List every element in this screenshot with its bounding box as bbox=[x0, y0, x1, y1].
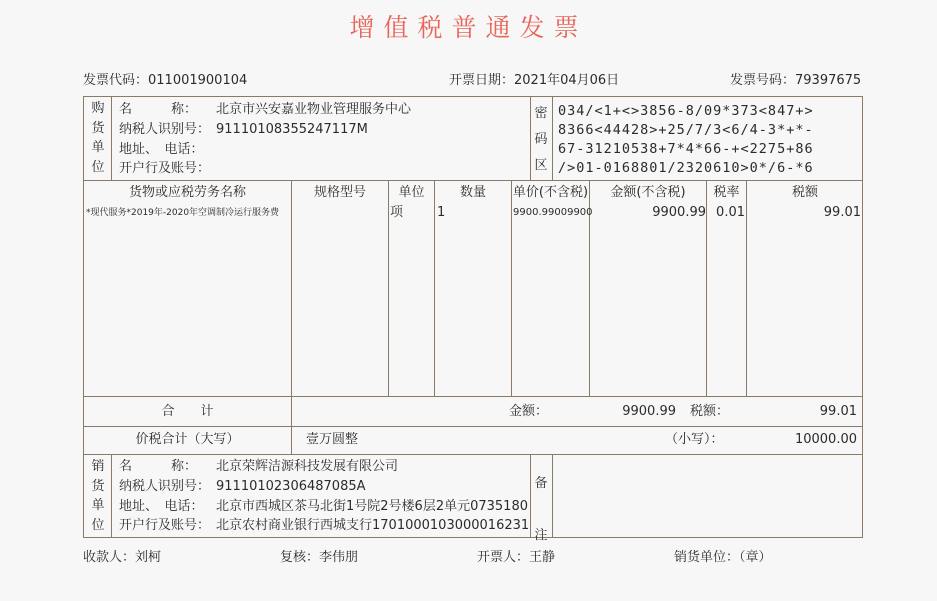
item-unit: 项 bbox=[390, 205, 404, 220]
grand-total-words: 壹万圆整 bbox=[306, 432, 359, 447]
seller-addr-label: 地址、 电话： bbox=[119, 499, 204, 514]
footer-reviewer-value: 李伟朋 bbox=[319, 550, 359, 565]
seller-name: 北京荣辉洁源科技发展有限公司 bbox=[216, 459, 399, 474]
footer-drawer-value: 王静 bbox=[529, 550, 556, 565]
seller-addr: 北京市西城区茶马北街1号院2号楼6层2单元0735180 bbox=[216, 499, 528, 514]
col-header-unit: 单位 bbox=[398, 185, 425, 200]
buyer-side-char: 位 bbox=[91, 159, 105, 175]
seller-side-char: 单 bbox=[91, 498, 105, 513]
col-header-tax: 税额 bbox=[791, 185, 818, 200]
cipher-side-char: 码 bbox=[534, 132, 548, 147]
invoice-title: 增值税普通发票 bbox=[349, 13, 588, 42]
remarks-side-char: 注 bbox=[534, 528, 548, 543]
seller-side-char: 货 bbox=[91, 478, 105, 494]
item-tax: 99.01 bbox=[823, 205, 861, 220]
cipher-side-char: 密 bbox=[534, 106, 548, 121]
buyer-name-label: 名 称： bbox=[119, 102, 198, 117]
buyer-name: 北京市兴安嘉业物业管理服务中心 bbox=[216, 102, 412, 117]
footer-payee bbox=[83, 548, 161, 567]
seller-bank: 北京农村商业银行西城支行1701000103000016231 bbox=[216, 518, 530, 533]
buyer-side-char: 货 bbox=[91, 120, 105, 136]
totals-amount: 9900.99 bbox=[622, 404, 676, 419]
divider bbox=[511, 180, 512, 396]
item-rate: 0.01 bbox=[716, 205, 745, 220]
buyer-addr-label: 地址、 电话： bbox=[119, 142, 204, 157]
buyer-side-char: 单 bbox=[91, 140, 105, 155]
grand-total-small: 10000.00 bbox=[794, 432, 857, 447]
col-header-price: 单价(不含税) bbox=[512, 185, 589, 200]
seller-name-label: 名 称： bbox=[119, 459, 198, 474]
buyer-side-char: 购 bbox=[91, 101, 105, 116]
seller-tax-id: 91110102306487085A bbox=[216, 479, 366, 494]
footer-payee-label: 收款人： bbox=[83, 550, 136, 565]
totals-amount-label: 金额： bbox=[509, 404, 549, 419]
invoice-number-label: 发票号码： bbox=[730, 73, 796, 88]
divider bbox=[111, 96, 112, 180]
buyer-side-label bbox=[88, 99, 108, 177]
col-header-amount: 金额(不含税) bbox=[610, 185, 686, 200]
seller-side-label bbox=[88, 457, 108, 535]
remarks-area bbox=[553, 455, 862, 537]
divider bbox=[434, 180, 435, 396]
invoice-code-label: 发票代码： bbox=[83, 73, 149, 88]
buyer-tax-label: 纳税人识别号： bbox=[119, 122, 211, 137]
remarks-side-label bbox=[531, 458, 551, 562]
footer-payee-value: 刘柯 bbox=[135, 550, 162, 565]
col-header-name: 货物或应税劳务名称 bbox=[128, 185, 246, 200]
remarks-side-char: 备 bbox=[534, 476, 548, 491]
invoice-date-label: 开票日期： bbox=[449, 73, 515, 88]
cipher-line: 8366<44428>+25/7/3<6/4-3*+*- bbox=[558, 122, 814, 138]
footer-drawer bbox=[477, 548, 555, 567]
cipher-side-char: 区 bbox=[534, 158, 548, 173]
seller-bank-label: 开户行及账号： bbox=[119, 518, 211, 533]
invoice-date bbox=[449, 69, 619, 88]
footer-reviewer bbox=[280, 548, 358, 567]
invoice-date-value: 2021年04月06日 bbox=[514, 73, 620, 88]
cipher-line: />01-0168801/2320610>0*/6-*6 bbox=[558, 160, 814, 176]
col-header-spec: 规格型号 bbox=[313, 185, 366, 200]
seller-side-char: 销 bbox=[91, 459, 105, 474]
seller-tax-label: 纳税人识别号： bbox=[119, 479, 211, 494]
invoice-code-value: 011001900104 bbox=[148, 73, 248, 88]
col-header-qty: 数量 bbox=[459, 185, 486, 200]
divider bbox=[291, 180, 292, 396]
cipher-side-label bbox=[531, 101, 551, 179]
cipher-line: 67-31210538+7*4*66-+<2275+86 bbox=[558, 141, 814, 157]
grand-total-small-label: （小写）： bbox=[665, 432, 724, 447]
divider bbox=[111, 454, 112, 538]
footer-reviewer-label: 复核： bbox=[280, 550, 320, 565]
divider bbox=[83, 396, 863, 397]
divider bbox=[388, 180, 389, 396]
footer-drawer-label: 开票人： bbox=[477, 550, 530, 565]
seller-side-char: 位 bbox=[91, 517, 105, 533]
item-amount: 9900.99 bbox=[652, 205, 706, 220]
buyer-bank-label: 开户行及账号： bbox=[119, 161, 211, 176]
divider bbox=[291, 396, 292, 454]
totals-tax: 99.01 bbox=[819, 404, 857, 419]
divider bbox=[83, 426, 863, 427]
invoice-number bbox=[730, 69, 861, 88]
totals-tax-label: 税额： bbox=[690, 404, 730, 419]
invoice-number-value: 79397675 bbox=[795, 73, 862, 88]
totals-label: 合 计 bbox=[161, 404, 214, 419]
item-name: *现代服务*2019年-2020年空调制冷运行服务费 bbox=[86, 208, 280, 218]
cipher-line: 034/<1+<>3856-8/09*373<847+> bbox=[558, 103, 814, 119]
grand-total-label: 价税合计（大写） bbox=[135, 432, 240, 447]
buyer-tax-id: 91110108355247117M bbox=[216, 122, 368, 137]
item-qty: 1 bbox=[437, 205, 446, 220]
invoice-code bbox=[83, 69, 247, 88]
footer-seller-stamp: 销货单位：（章） bbox=[674, 550, 772, 565]
divider bbox=[552, 96, 553, 180]
col-header-rate: 税率 bbox=[713, 185, 740, 200]
item-price: 9900.99009900 bbox=[513, 207, 593, 218]
